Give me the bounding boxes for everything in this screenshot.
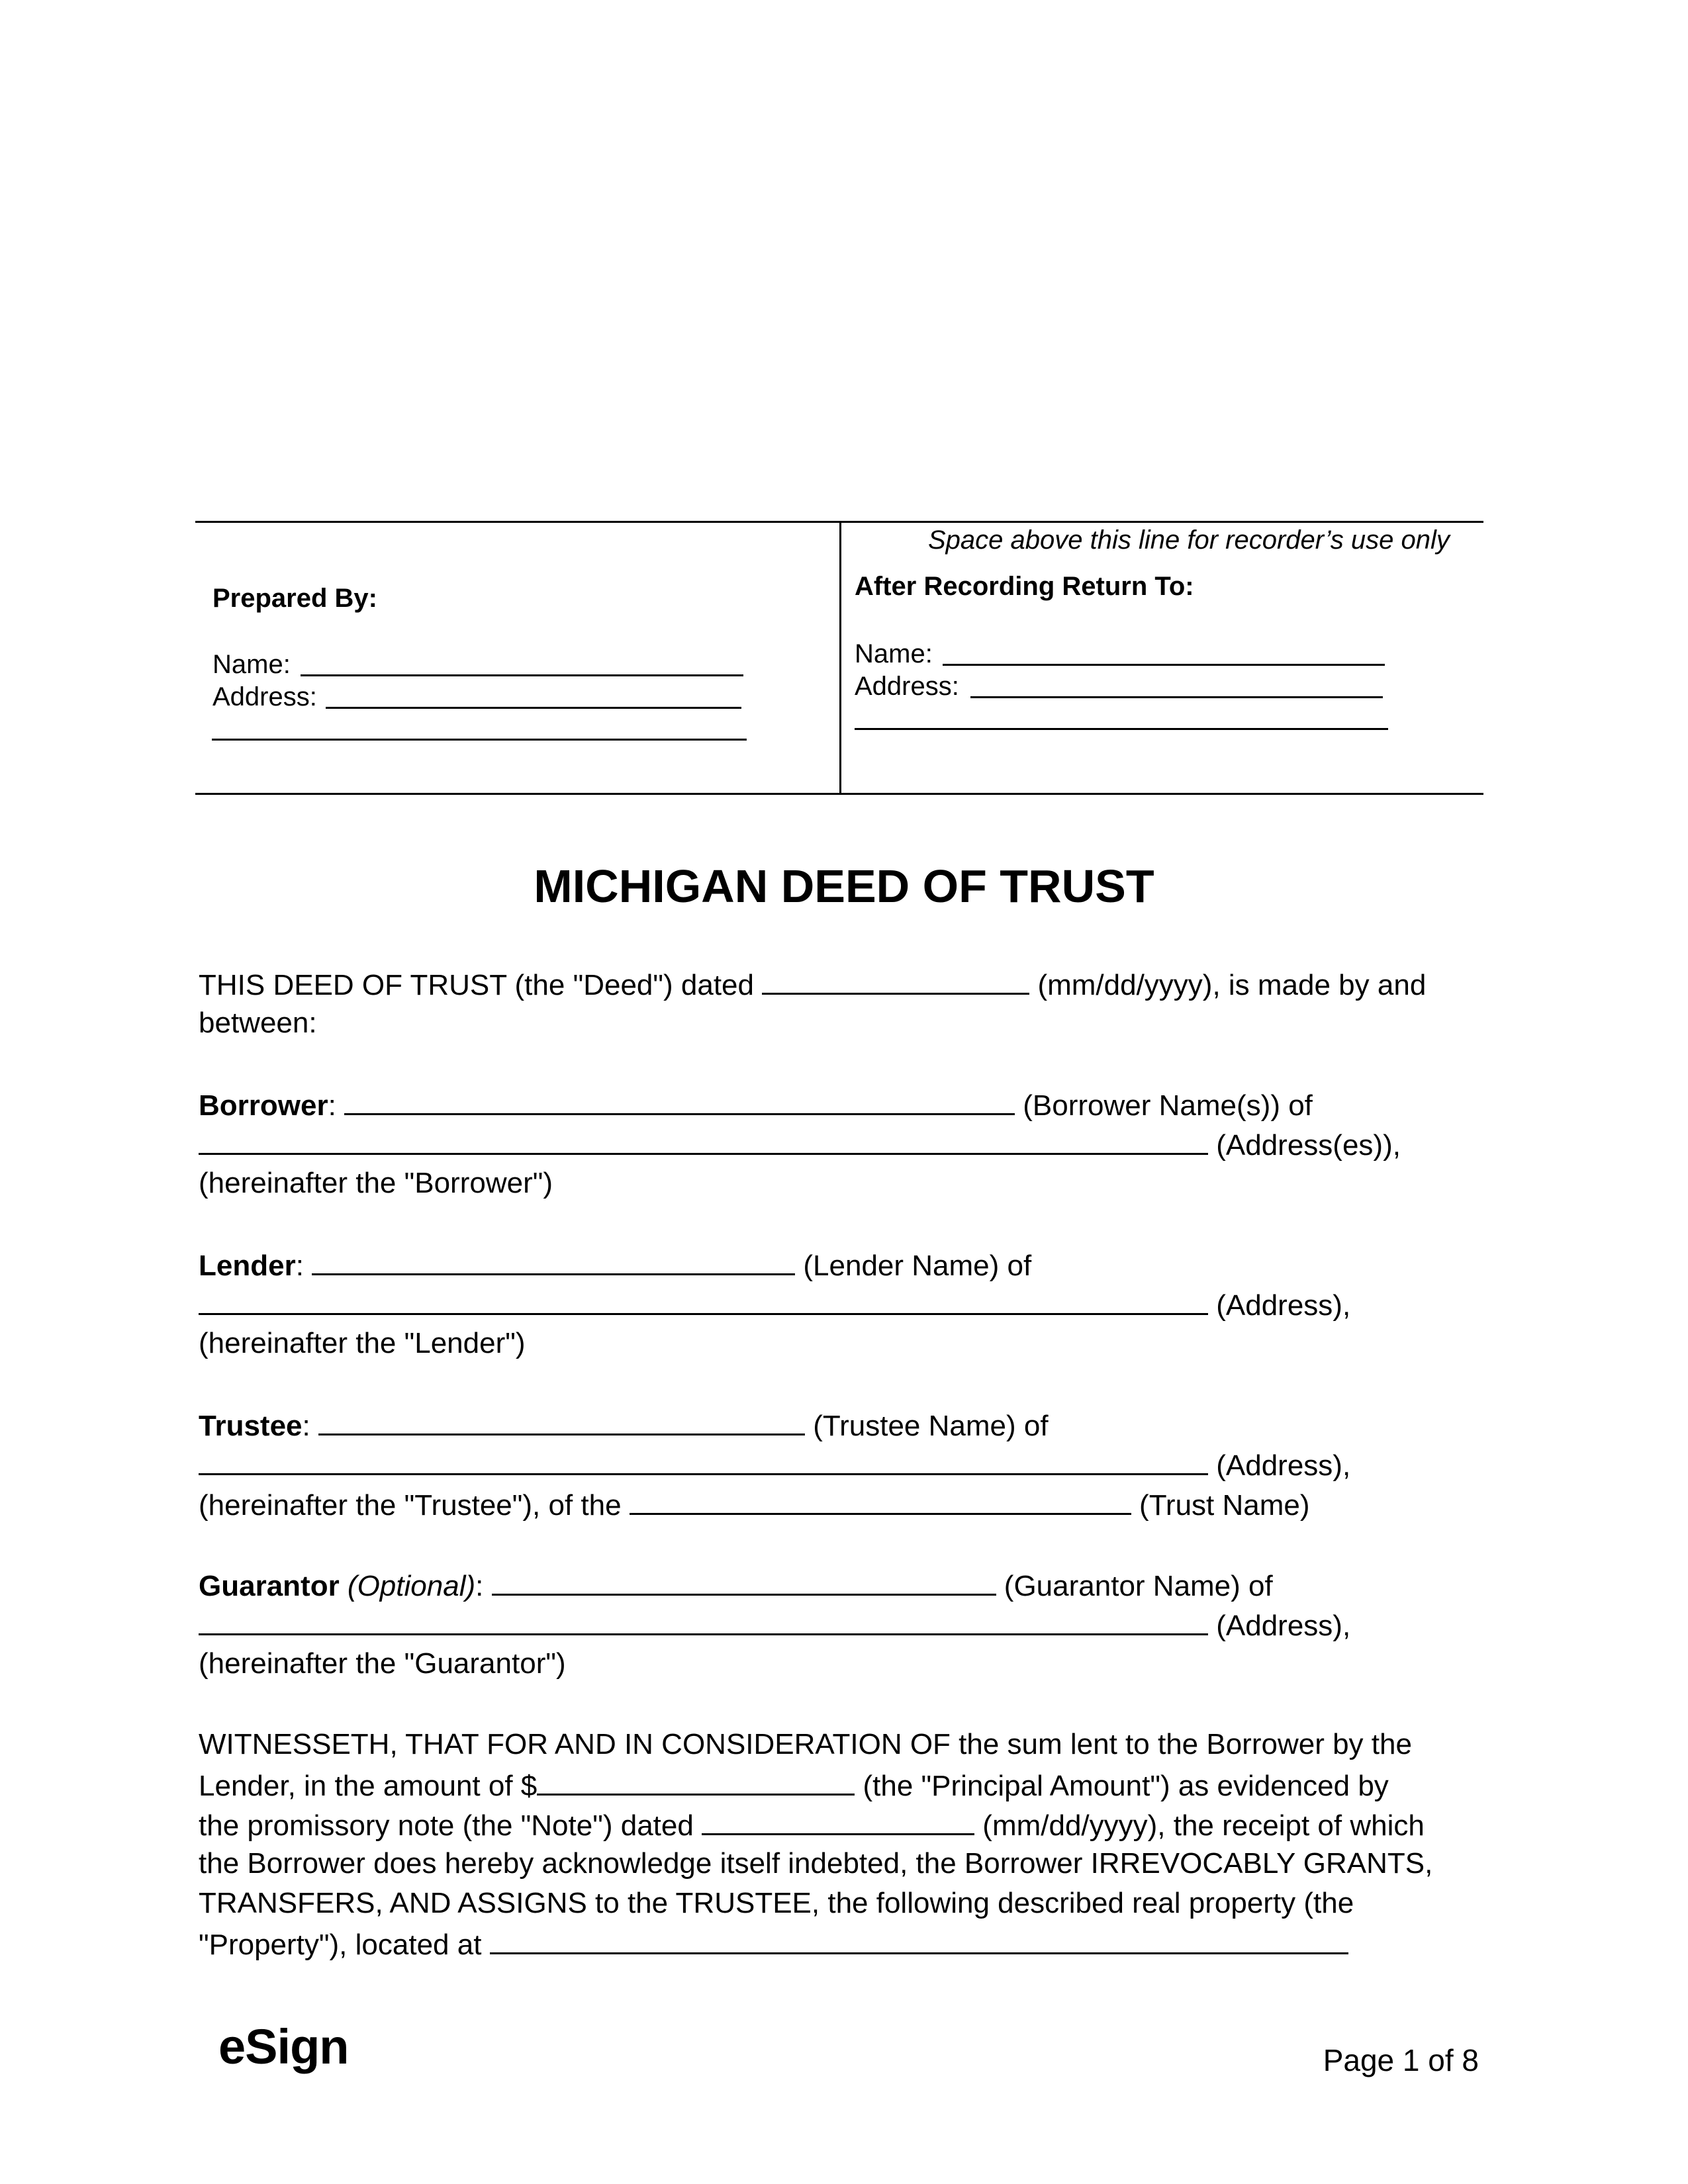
document-title: MICHIGAN DEED OF TRUST xyxy=(534,860,1154,912)
lender-hereinafter: (hereinafter the "Lender") xyxy=(199,1327,526,1359)
prepared-by-heading: Prepared By: xyxy=(212,584,377,613)
return-to-name-field[interactable] xyxy=(943,664,1385,666)
recorder-note: Space above this line for recorder’s use only xyxy=(928,525,1450,555)
intro-text-a: THIS DEED OF TRUST (the "Deed") dated xyxy=(199,969,763,1001)
borrower-line-1 xyxy=(199,1089,1313,1120)
borrower-name-field[interactable] xyxy=(344,1089,1015,1115)
guarantor-line-1 xyxy=(199,1570,1273,1601)
prepared-by-name-field[interactable] xyxy=(301,674,743,676)
guarantor-name-field[interactable] xyxy=(492,1570,996,1596)
lender-address-field[interactable] xyxy=(199,1289,1208,1315)
lender-name-field[interactable] xyxy=(312,1250,795,1275)
guarantor-address-field[interactable] xyxy=(199,1610,1208,1635)
trust-name-field[interactable] xyxy=(630,1489,1131,1515)
guarantor-colon: : xyxy=(475,1570,492,1602)
trustee-name-field[interactable] xyxy=(318,1410,805,1435)
prepared-by-name-label: Name: xyxy=(212,650,291,679)
esign-logo: eSign xyxy=(218,2019,349,2074)
recorder-divider xyxy=(839,521,841,795)
lender-line-2 xyxy=(199,1289,1350,1320)
principal-amount-field[interactable] xyxy=(537,1770,855,1796)
note-date-field[interactable] xyxy=(702,1809,974,1835)
borrower-colon: : xyxy=(328,1089,345,1122)
guarantor-address-hint: (Address), xyxy=(1208,1610,1351,1642)
borrower-hereinafter: (hereinafter the "Borrower") xyxy=(199,1167,553,1199)
intro-text-b: (mm/dd/yyyy), is made by and xyxy=(1029,969,1427,1001)
trustee-address-hint: (Address), xyxy=(1208,1449,1351,1482)
return-to-name-label: Name: xyxy=(855,639,933,668)
trust-name-hint: (Trust Name) xyxy=(1131,1489,1310,1522)
lender-address-hint: (Address), xyxy=(1208,1289,1351,1322)
lender-colon: : xyxy=(295,1250,312,1282)
witnesseth-line-5: TRANSFERS, AND ASSIGNS to the TRUSTEE, the following described real property (the xyxy=(199,1887,1354,1919)
prepared-by-address-field-2[interactable] xyxy=(212,739,747,741)
guarantor-optional: (Optional) xyxy=(339,1570,476,1602)
trustee-name-hint: (Trustee Name) of xyxy=(804,1410,1049,1442)
witnesseth-line-3b: (mm/dd/yyyy), the receipt of which xyxy=(974,1809,1425,1842)
guarantor-line-2 xyxy=(199,1610,1350,1641)
page-number: Page 1 of 8 xyxy=(1323,2043,1479,2077)
witnesseth-line-3a: the promissory note (the "Note") dated xyxy=(199,1809,702,1842)
borrower-address-hint: (Address(es)), xyxy=(1208,1129,1401,1161)
trustee-line-2 xyxy=(199,1449,1350,1480)
guarantor-name-hint: (Guarantor Name) of xyxy=(996,1570,1273,1602)
witnesseth-line-4: the Borrower does hereby acknowledge itself indebted, the Borrower IRREVOCABLY GRANTS, xyxy=(199,1847,1433,1880)
borrower-line-2 xyxy=(199,1129,1401,1160)
borrower-name-hint: (Borrower Name(s)) of xyxy=(1015,1089,1313,1122)
prepared-by-address-field[interactable] xyxy=(326,707,741,709)
witnesseth-line-2a: Lender, in the amount of $ xyxy=(199,1770,538,1802)
return-to-address-field[interactable] xyxy=(970,696,1383,698)
witnesseth-line-3 xyxy=(199,1809,1425,1841)
return-to-heading: After Recording Return To: xyxy=(855,572,1194,601)
guarantor-label: Guarantor xyxy=(199,1570,340,1602)
guarantor-hereinafter: (hereinafter the "Guarantor") xyxy=(199,1647,566,1680)
prepared-by-address-label: Address: xyxy=(212,682,317,711)
return-to-address-label: Address: xyxy=(855,672,959,701)
trustee-label: Trustee xyxy=(199,1410,303,1442)
trustee-colon: : xyxy=(302,1410,318,1442)
intro-line-1 xyxy=(199,969,1426,1000)
lender-label: Lender xyxy=(199,1250,296,1282)
intro-line-2: between: xyxy=(199,1007,317,1039)
lender-name-hint: (Lender Name) of xyxy=(795,1250,1032,1282)
borrower-label: Borrower xyxy=(199,1089,328,1122)
return-to-address-field-2[interactable] xyxy=(855,728,1388,730)
trustee-line-3 xyxy=(199,1489,1310,1520)
trustee-hereinafter: (hereinafter the "Trustee"), of the xyxy=(199,1489,630,1522)
property-location-field[interactable] xyxy=(490,1929,1348,1954)
deed-date-field[interactable] xyxy=(762,969,1029,995)
witnesseth-line-6 xyxy=(199,1929,1348,1960)
trustee-line-1 xyxy=(199,1410,1049,1441)
witnesseth-line-1: WITNESSETH, THAT FOR AND IN CONSIDERATION OF the sum lent to the Borrower by the xyxy=(199,1728,1412,1760)
witnesseth-line-2 xyxy=(199,1770,1389,1801)
borrower-address-field[interactable] xyxy=(199,1129,1208,1155)
lender-line-1 xyxy=(199,1250,1031,1281)
witnesseth-line-6a: "Property"), located at xyxy=(199,1929,490,1961)
witnesseth-line-2b: (the "Principal Amount") as evidenced by xyxy=(855,1770,1389,1802)
trustee-address-field[interactable] xyxy=(199,1449,1208,1475)
